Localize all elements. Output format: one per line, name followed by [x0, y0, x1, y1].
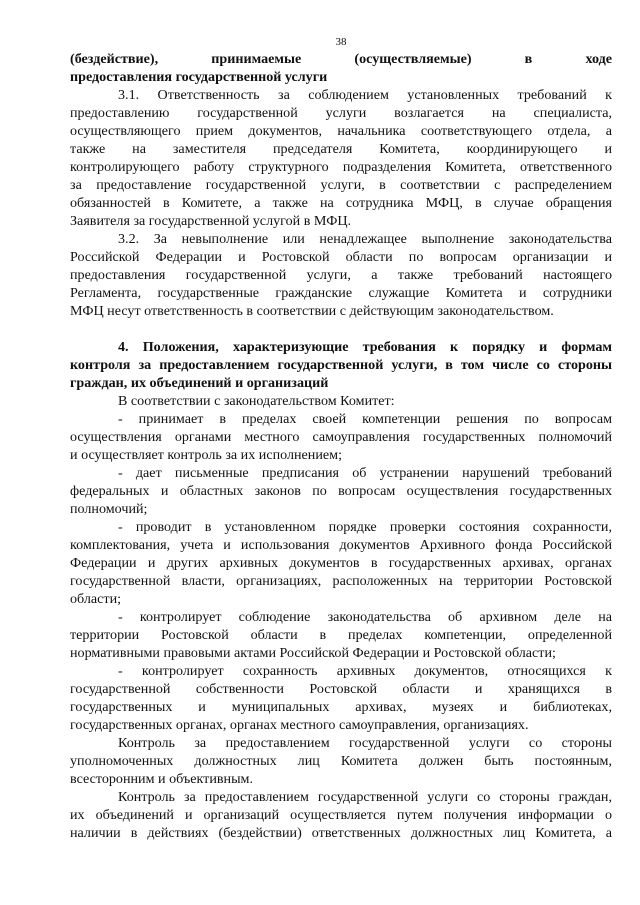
document-body	[70, 50, 612, 842]
text-line: территории Ростовской области в пределах компетенции, определенной	[70, 627, 612, 643]
text-line: Заявителя за государственной услугой в МФЦ.	[70, 213, 352, 229]
text-line: полномочий;	[70, 501, 148, 517]
text-line: уполномоченных должностных лиц Комитета должен быть постоянным,	[70, 753, 612, 769]
text-line: и осуществляет контроль за их исполнением;	[70, 447, 342, 463]
text-line: - принимает в пределах своей компетенции решения по вопросам	[118, 411, 612, 427]
text-line: государственных органах, органах местного самоуправления, организациях.	[70, 717, 529, 733]
text-line: государственной власти, организациях, расположенных на территории Ростовской	[70, 573, 612, 589]
text-line: Регламента, государственные гражданские служащие Комитета и сотрудники	[70, 285, 612, 301]
text-line: государственной собственности Ростовской области и хранящихся в	[70, 681, 612, 697]
text-line: также на заместителя председателя Комитета, координирующего и	[70, 141, 612, 157]
text-line: нормативными правовыми актами Российской Федерации и Ростовской области;	[70, 645, 556, 661]
page-number: 38	[335, 36, 347, 48]
text-line: осуществляющего прием документов, начальника соответствующего отдела, а	[70, 123, 612, 139]
text-line: - контролирует соблюдение законодательства об архивном деле на	[118, 609, 612, 625]
text-line: комплектования, учета и использования документов Архивного фонда Российской	[70, 537, 612, 553]
heading-line: предоставления государственной услуги	[70, 69, 328, 85]
text-line: предоставления государственной услуги, а также требований настоящего	[70, 267, 612, 283]
heading-line: контроля за предоставлением государственной услуги, в том числе со стороны	[70, 357, 612, 373]
text-line: предоставлению государственной услуги возлагается на специалиста,	[70, 105, 612, 121]
text-line: Контроль за предоставлением государственной услуги со стороны	[118, 735, 612, 751]
text-line: наличии в действиях (бездействии) ответственных должностных лиц Комитета, а	[70, 825, 612, 841]
text-line: - контролирует сохранность архивных документов, относящихся к	[118, 663, 612, 679]
text-line: их объединений и организаций осуществляется путем получения информации о	[70, 807, 612, 823]
text-line: МФЦ несут ответственность в соответствии с действующим законодательством.	[70, 303, 554, 319]
text-line: Федерации и других архивных документов в государственных архивах, органах	[70, 555, 612, 571]
text-line: контролирующего работу структурного подразделения Комитета, ответственного	[70, 159, 612, 175]
text-line: всесторонним и объективным.	[70, 771, 253, 787]
heading-line: 4. Положения, характеризующие требования к порядку и формам	[118, 339, 612, 355]
text-line: обязанностей в Комитете, а также на сотрудника МФЦ, в случае обращения	[70, 195, 612, 211]
text-line: области;	[70, 591, 122, 607]
text-line: 3.1. Ответственность за соблюдением установленных требований к	[118, 87, 612, 103]
text-line: федеральных и областных законов по вопросам осуществления государственных	[70, 483, 612, 499]
text-line: - дает письменные предписания об устранении нарушений требований	[118, 465, 612, 481]
heading-line: граждан, их объединений и организаций	[70, 375, 329, 391]
text-line: государственных и муниципальных архивах, музеях и библиотеках,	[70, 699, 612, 715]
text-line: 3.2. За невыполнение или ненадлежащее выполнение законодательства	[118, 231, 612, 247]
text-line: В соответствии с законодательством Комитет:	[118, 393, 395, 409]
text-line: осуществления органами местного самоуправления государственных полномочий	[70, 429, 612, 445]
text-line: за предоставление государственной услуги, в соответствии с распределением	[70, 177, 612, 193]
text-line: - проводит в установленном порядке проверки состояния сохранности,	[118, 519, 612, 535]
heading-line: (бездействие), принимаемые (осуществляемые) в ходе	[70, 51, 612, 67]
blank-line	[70, 320, 612, 338]
text-line: Российской Федерации и Ростовской области по вопросам организации и	[70, 249, 612, 265]
text-line: Контроль за предоставлением государственной услуги со стороны граждан,	[118, 789, 612, 805]
